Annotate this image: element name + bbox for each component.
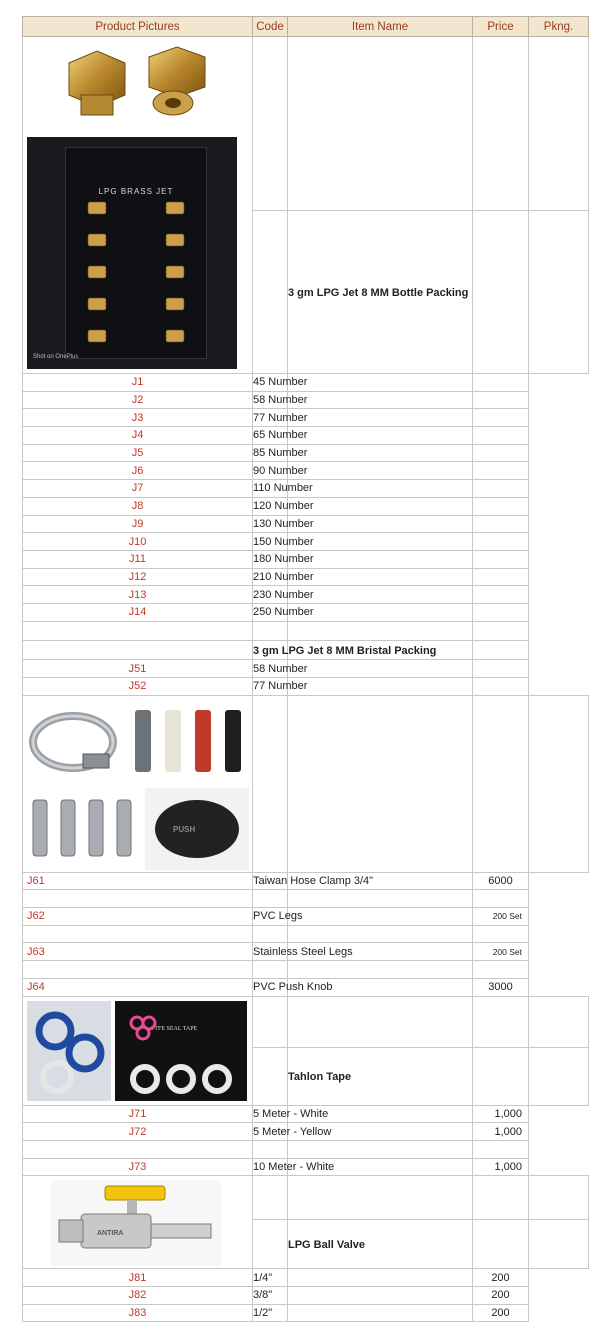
spacer-row [23,925,589,943]
item-pkng [473,568,529,586]
item-price [288,497,473,515]
table-row [23,1304,589,1322]
section-heading-bristal [23,640,589,660]
table-row [23,391,589,409]
item-price [288,533,473,551]
tape-box-text: PTFE SEAL TAPE [151,1025,198,1032]
table-row [23,1123,589,1141]
table-row [23,1269,589,1287]
pvc-legs-photo [129,702,249,784]
item-name: 58 Number [253,660,288,678]
item-name: 5 Meter - Yellow [253,1123,288,1141]
table-row [23,427,589,445]
item-price [288,391,473,409]
table-row [23,497,589,515]
valve-brand: ANTIRA [97,1230,124,1238]
table-row [23,603,589,621]
item-name: 3/8" [253,1286,288,1304]
spacer-row [23,695,589,872]
item-price [288,462,473,480]
knob-text: PUSH [173,824,196,834]
item-name: 10 Meter - White [253,1158,288,1176]
spacer-row [23,1176,589,1220]
item-pkng [473,444,529,462]
ball-valve-photo [51,1180,221,1266]
item-price [288,908,473,926]
item-code: J62 [23,908,253,926]
item-pkng: 6000 [473,872,529,890]
item-code: J6 [23,462,253,480]
section-title: LPG Ball Valve [288,1220,473,1269]
item-name: 45 Number [253,374,288,392]
item-price [288,1286,473,1304]
table-row [23,374,589,392]
jet-rows-graphic [66,192,206,362]
item-name: 150 Number [253,533,288,551]
brass-jet-photo [51,43,211,123]
misc-pictures-cell [23,695,253,872]
header-code: Code [253,17,288,37]
item-pkng [473,550,529,568]
item-pkng [473,660,529,678]
item-code: J10 [23,533,253,551]
item-code: J52 [23,678,253,696]
item-pkng [473,374,529,392]
item-name: 77 Number [253,409,288,427]
table-row [23,550,589,568]
item-name: Stainless Steel Legs [253,943,288,961]
item-pkng: 3000 [473,978,529,996]
jet-blister-card-photo [27,137,237,369]
table-row [23,480,589,498]
item-code: J73 [23,1158,253,1176]
item-name: 1/4" [253,1269,288,1287]
item-pkng: 200 [473,1286,529,1304]
spacer-row [23,890,589,908]
item-code: J13 [23,586,253,604]
item-pkng: 200 [473,1269,529,1287]
table-row [23,1105,589,1123]
steel-legs-photo [25,788,143,870]
item-code: J64 [23,978,253,996]
item-pkng [473,533,529,551]
item-price [288,515,473,533]
item-code: J7 [23,480,253,498]
table-row [23,978,589,996]
item-name: 65 Number [253,427,288,445]
item-pkng [473,409,529,427]
table-row [23,1158,589,1176]
table-row [23,1286,589,1304]
section-title: 3 gm LPG Jet 8 MM Bristal Packing [253,640,288,660]
table-row [23,409,589,427]
table-row [23,568,589,586]
item-pkng [473,480,529,498]
catalog-page [22,16,588,1322]
item-code: J81 [23,1269,253,1287]
item-pkng: 1,000 [473,1123,529,1141]
table-row [23,515,589,533]
item-price [288,409,473,427]
item-name: 120 Number [253,497,288,515]
item-code: J3 [23,409,253,427]
table-row [23,462,589,480]
table-row [23,943,589,961]
item-pkng [473,603,529,621]
card-label: LPG BRASS JET [98,187,174,196]
item-code: J2 [23,391,253,409]
item-price [288,444,473,462]
item-price [288,568,473,586]
item-price [288,1269,473,1287]
table-row [23,444,589,462]
item-code: J5 [23,444,253,462]
item-code: J63 [23,943,253,961]
item-pkng [473,391,529,409]
item-code: J83 [23,1304,253,1322]
item-pkng: 200 [473,1304,529,1322]
item-code: J72 [23,1123,253,1141]
item-price [288,550,473,568]
section-title: Tahlon Tape [288,1048,473,1105]
table-row [23,533,589,551]
item-name: 58 Number [253,391,288,409]
push-knob-photo [145,788,249,870]
item-price [288,678,473,696]
item-name: 1/2" [253,1304,288,1322]
camera-watermark: Shot on OnePlus [33,354,79,360]
item-name: 230 Number [253,586,288,604]
item-name: 5 Meter - White [253,1105,288,1123]
item-price [288,374,473,392]
table-row [23,678,589,696]
item-pkng: 200 Set [473,943,529,961]
item-price [288,603,473,621]
spacer-row [23,37,589,211]
item-code: J51 [23,660,253,678]
item-price [288,660,473,678]
item-price [288,427,473,445]
item-price [288,480,473,498]
item-code: J12 [23,568,253,586]
header-product-pictures: Product Pictures [23,17,253,37]
item-pkng: 1,000 [473,1105,529,1123]
item-pkng [473,515,529,533]
item-code: J71 [23,1105,253,1123]
item-name: 110 Number [253,480,288,498]
header-item-name: Item Name [288,17,473,37]
item-code: J82 [23,1286,253,1304]
item-name: PVC Legs [253,908,288,926]
jet-pictures-cell [23,37,253,374]
item-code: J61 [23,872,253,890]
item-name: 180 Number [253,550,288,568]
valve-pictures-cell [23,1176,253,1269]
item-code: J1 [23,374,253,392]
item-price [288,1304,473,1322]
tape-box-photo [115,1001,247,1101]
header-pkng: Pkng. [529,17,589,37]
item-code: J11 [23,550,253,568]
spacer-row [23,961,589,979]
item-pkng: 200 Set [473,908,529,926]
item-name: 85 Number [253,444,288,462]
table-row [23,660,589,678]
spacer-row [23,996,589,1048]
item-name: 130 Number [253,515,288,533]
header-row [23,17,589,37]
spacer-row [23,621,589,640]
item-pkng [473,427,529,445]
table-row [23,872,589,890]
spacer-row [23,1140,589,1158]
item-pkng [473,586,529,604]
item-pkng [473,462,529,480]
item-code: J9 [23,515,253,533]
item-name: 90 Number [253,462,288,480]
item-name: 250 Number [253,603,288,621]
item-code: J4 [23,427,253,445]
tape-rolls-photo [27,1001,111,1101]
item-name: PVC Push Knob [253,978,288,996]
item-code: J8 [23,497,253,515]
item-name: Taiwan Hose Clamp 3/4" [253,872,288,890]
table-row [23,586,589,604]
item-name: 210 Number [253,568,288,586]
item-name: 77 Number [253,678,288,696]
header-price: Price [473,17,529,37]
tape-pictures-cell [23,996,253,1105]
section-title: 3 gm LPG Jet 8 MM Bottle Packing [288,210,473,373]
item-code: J14 [23,603,253,621]
item-pkng [473,678,529,696]
product-table [22,16,589,1322]
item-pkng: 1,000 [473,1158,529,1176]
table-row [23,908,589,926]
item-price [288,586,473,604]
hose-clamp-photo [27,702,125,784]
item-pkng [473,497,529,515]
